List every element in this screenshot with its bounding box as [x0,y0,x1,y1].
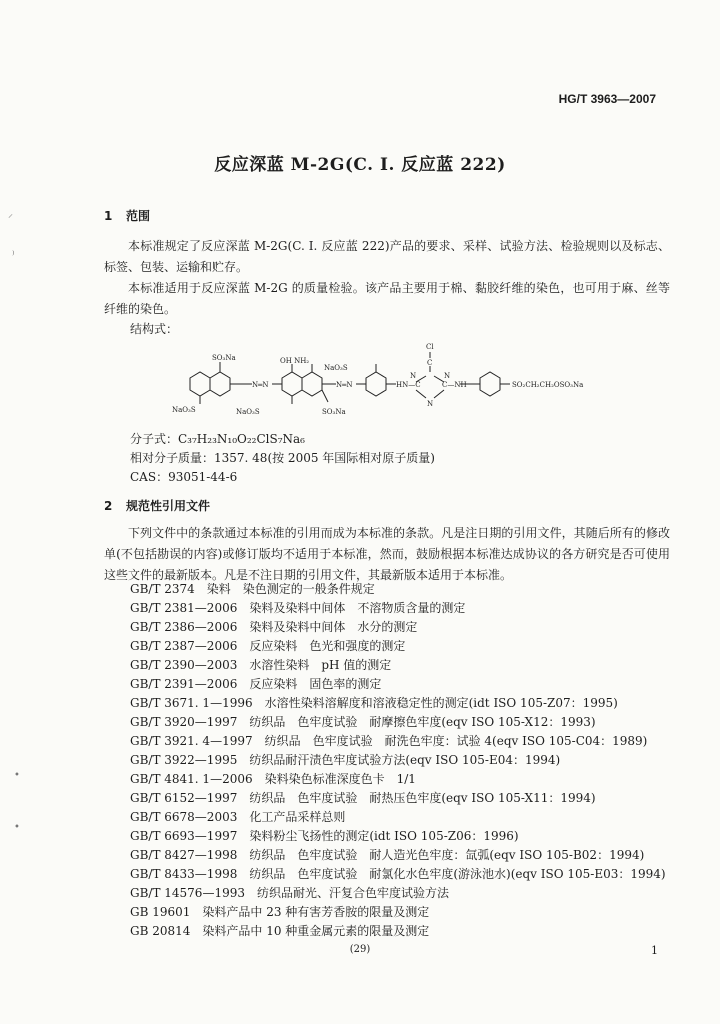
formula-label: N [444,372,451,380]
reference-item: GB 20814 染料产品中 10 种重金属元素的限量及测定 [130,924,430,938]
reference-item: GB/T 4841. 1—2006 染料染色标准深度色卡 1/1 [130,772,416,786]
scope-paragraph-1: 本标准规定了反应深蓝 M-2G(C. I. 反应蓝 222)产品的要求、采样、试验方法、检验规则以及标志、标签、包装、运输和贮存。 [104,239,670,274]
reference-item: GB/T 3921. 4—1997 纺织品 色牢度试验 耐洗色牢度：试验 4(eqv ISO 105-C04：1989) [130,734,648,748]
formula-label: NaO₃S [236,408,260,416]
reference-item: GB/T 6678—2003 化工产品采样总则 [130,810,346,824]
reference-item: GB/T 3920—1997 纺织品 色牢度试验 耐摩擦色牢度(eqv ISO 105-X12：1993) [130,715,596,729]
page-marker: (29) [349,944,371,955]
formula-label: N═N [336,381,353,389]
formula-label: SO₃Na [322,408,346,416]
section-heading-references [104,497,210,514]
reference-item: GB/T 3922—1995 纺织品耐汗渍色牢度试验方法(eqv ISO 105-E04：1994) [130,753,561,767]
reference-item: GB/T 6152—1997 纺织品 色牢度试验 耐热压色牢度(eqv ISO 105-X11：1994) [130,791,596,805]
formula-label: C [427,359,433,367]
margin-speck: • [14,770,20,781]
reference-item: GB/T 2381—2006 染料及染料中间体 不溶物质含量的测定 [130,601,466,615]
structure-label: 结构式： [130,322,179,336]
section-title: 规范性引用文件 [126,499,211,513]
reference-item: GB/T 2390—2003 水溶性染料 pH 值的测定 [130,658,392,672]
cas-number: CAS：93051-44-6 [130,470,238,484]
formula-label: N═N [252,381,269,389]
reference-item: GB/T 2374 染料 染色测定的一般条件规定 [130,582,375,596]
section-number: 1 [104,209,113,223]
formula-label: SO₂CH₂CH₂OSO₃Na [512,381,584,389]
formula-label: N [427,400,434,408]
margin-speck: ⁾ [12,250,15,261]
formula-label: N [410,372,417,380]
formula-label: SO₃Na [212,354,236,362]
formula-label: C—NH [442,381,467,389]
reference-item: GB/T 2386—2006 染料及染料中间体 水分的测定 [130,620,418,634]
reference-item: GB/T 6693—1997 染料粉尘飞扬性的测定(idt ISO 105-Z06：1996) [130,829,519,843]
section-number: 2 [104,499,113,513]
molecular-formula: 分子式：C₃₇H₂₃N₁₀O₂₂ClS₇Na₆ [130,432,305,446]
formula-label: NaO₃S [172,406,196,414]
standard-code: HG/T 3963—2007 [558,92,656,106]
reference-item: GB/T 3671. 1—1996 水溶性染料溶解度和溶液稳定性的测定(idt ISO 105-Z07：1995) [130,696,618,710]
section-heading-scope [104,207,150,224]
reference-item: GB/T 2391—2006 反应染料 固色率的测定 [130,677,382,691]
margin-speck: • [14,822,20,833]
reference-item: GB/T 8433—1998 纺织品 色牢度试验 耐氯化水色牢度(游泳池水)(eqv ISO 105-E03：1994) [130,867,666,881]
margin-speck: ⸝ [8,209,13,220]
reference-item: GB/T 8427—1998 纺织品 色牢度试验 耐人造光色牢度：氙弧(eqv ISO 105-B02：1994) [130,848,645,862]
reference-list [130,580,666,941]
formula-label: Cl [426,343,434,351]
scope-paragraph-2: 本标准适用于反应深蓝 M-2G 的质量检验。该产品主要用于棉、黏胶纤维的染色，也可用于麻、丝等纤维的染色。 [104,281,670,316]
reference-item: GB/T 2387—2006 反应染料 色光和强度的测定 [130,639,406,653]
document-title: 反应深蓝 M-2G(C. I. 反应蓝 222) [214,155,506,175]
formula-label: OH NH₂ [280,357,310,365]
reference-item: GB/T 14576—1993 纺织品耐光、汗复合色牢度试验方法 [130,886,449,900]
formula-label: NaO₃S [324,364,348,372]
references-intro: 下列文件中的条款通过本标准的引用而成为本标准的条款。凡是注日期的引用文件，其随后所有的修改单(不包括勘误的内容)或修订版均不适用于本标准，然而，鼓励根据本标准达成协议的各方研究是否可使用这些文件的最新版本。凡是不注日期的引用文件，其最新版本适用于本标准。 [104,526,670,582]
section-title: 范围 [126,209,151,223]
molecular-weight: 相对分子质量：1357. 48(按 2005 年国际相对原子质量) [130,451,435,465]
page-number: 1 [651,944,658,957]
reference-item: GB 19601 染料产品中 23 种有害芳香胺的限量及测定 [130,905,430,919]
structural-formula [160,336,620,426]
formula-label: HN—C [396,381,421,389]
